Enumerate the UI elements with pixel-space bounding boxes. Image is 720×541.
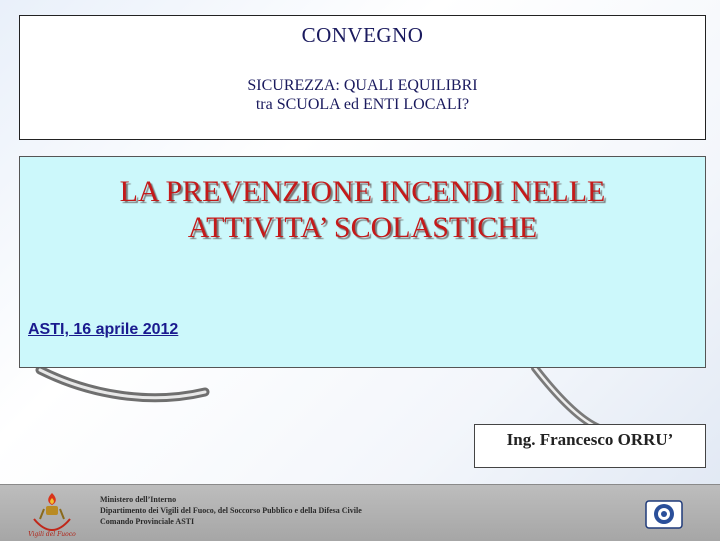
footer-organization-text <box>100 494 362 527</box>
event-label: CONVEGNO <box>301 23 424 47</box>
title-box <box>19 156 706 368</box>
title-line1: LA PREVENZIONE INCENDI NELLE <box>119 175 606 208</box>
vigili-del-fuoco-emblem-icon <box>22 489 82 539</box>
header-box <box>19 15 706 140</box>
author-box: Ing. Francesco ORRU’ <box>474 424 706 468</box>
date-link[interactable]: ASTI, 16 aprile 2012 <box>28 321 179 338</box>
event-subtitle-line1: SICUREZZA: QUALI EQUILIBRI <box>247 77 478 94</box>
footer-line2: Dipartimento dei Vigili del Fuoco, del Soccorso Pubblico e della Difesa Civile <box>100 506 362 515</box>
badge-emblem-icon <box>644 500 684 530</box>
footer-line3: Comando Provinciale ASTI <box>100 517 195 526</box>
event-subtitle-line2: tra SCUOLA ed ENTI LOCALI? <box>255 96 470 113</box>
footer-line1: Ministero dell’Interno <box>100 495 177 504</box>
title-line2: ATTIVITA’ SCOLASTICHE <box>187 211 538 244</box>
svg-text:Vigili del Fuoco: Vigili del Fuoco <box>28 531 76 538</box>
presentation-title <box>20 174 705 246</box>
footer-bar <box>0 484 720 541</box>
